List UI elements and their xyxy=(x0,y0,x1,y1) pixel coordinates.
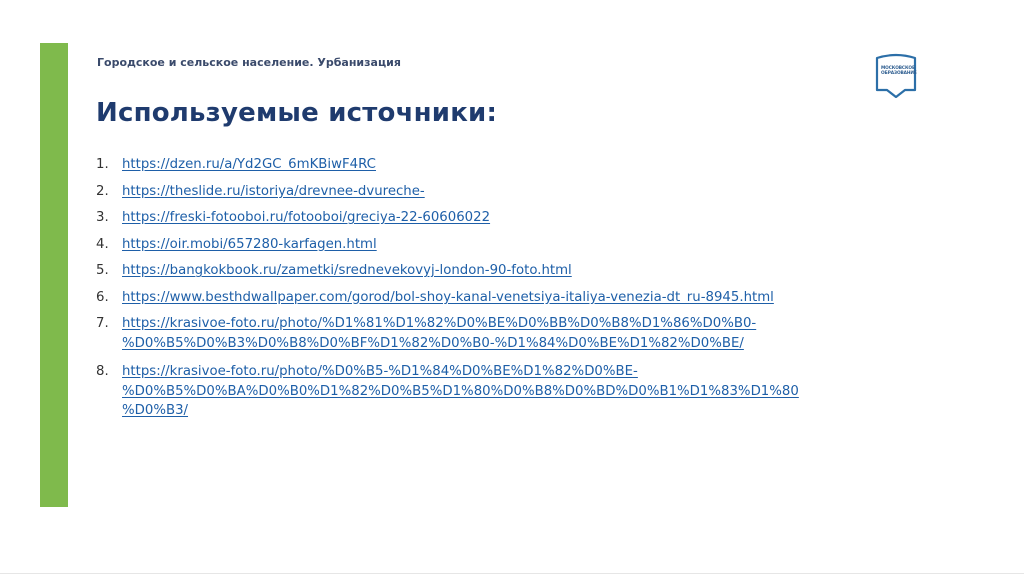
list-item xyxy=(96,362,966,421)
source-link[interactable]: https://freski-fotooboi.ru/fotooboi/greciya-22-60606022 xyxy=(122,210,491,225)
list-item xyxy=(96,182,966,202)
source-link[interactable]: https://krasivoe-foto.ru/photo/%D1%81%D1%82%D0%BE%D0%BB%D0%B8%D1%86%D0%B0- xyxy=(122,316,757,331)
source-link[interactable]: https://dzen.ru/a/Yd2GC_6mKBiwF4RC xyxy=(122,157,376,172)
list-number: 2. xyxy=(96,183,109,199)
source-link-continuation[interactable]: %D0%B3/ xyxy=(122,403,189,418)
list-number: 4. xyxy=(96,236,109,252)
slide-subtitle: Городское и сельское население. Урбанизация xyxy=(97,56,401,69)
source-link[interactable]: https://theslide.ru/istoriya/drevnee-dvureche- xyxy=(122,183,425,199)
source-link-continuation[interactable]: %D0%B5%D0%B3%D0%B8%D0%BF%D1%82%D0%B0-%D1%84%D0%BE%D1%82%D0%BE/ xyxy=(122,335,744,351)
source-link[interactable]: https://bangkokbook.ru/zametki/srednevekovyj-london-90-foto.html xyxy=(122,263,572,278)
list-item xyxy=(96,314,966,353)
list-number: 8. xyxy=(96,364,109,379)
list-item xyxy=(96,261,966,281)
list-number: 7. xyxy=(96,316,109,331)
source-link-continuation[interactable]: %D0%B5%D0%BA%D0%B0%D1%82%D0%B5%D1%80%D0%B8%D0%BD%D0%B1%D1%83%D1%80 xyxy=(122,383,799,399)
list-item xyxy=(96,288,966,308)
page-title: Используемые источники: xyxy=(96,98,498,128)
logo-text xyxy=(881,66,917,76)
logo-line-2: ОБРАЗОВАНИЕ xyxy=(881,71,917,77)
logo xyxy=(875,52,917,98)
list-number: 3. xyxy=(96,210,109,225)
logo-line-1: МОСКОВСКОЕ xyxy=(881,66,915,71)
sources-list xyxy=(96,155,966,430)
list-item xyxy=(96,235,966,255)
list-number: 6. xyxy=(96,289,109,305)
accent-bar xyxy=(40,43,68,507)
source-link[interactable]: https://www.besthdwallpaper.com/gorod/bol-shoy-kanal-venetsiya-italiya-venezia-dt_ru-8945.html xyxy=(122,289,774,305)
source-link[interactable]: https://oir.mobi/657280-karfagen.html xyxy=(122,236,377,252)
source-link[interactable]: https://krasivoe-foto.ru/photo/%D0%B5-%D1%84%D0%BE%D1%82%D0%BE- xyxy=(122,364,638,379)
list-item xyxy=(96,208,966,228)
list-number: 5. xyxy=(96,263,109,278)
list-item xyxy=(96,155,966,175)
list-number: 1. xyxy=(96,157,109,172)
